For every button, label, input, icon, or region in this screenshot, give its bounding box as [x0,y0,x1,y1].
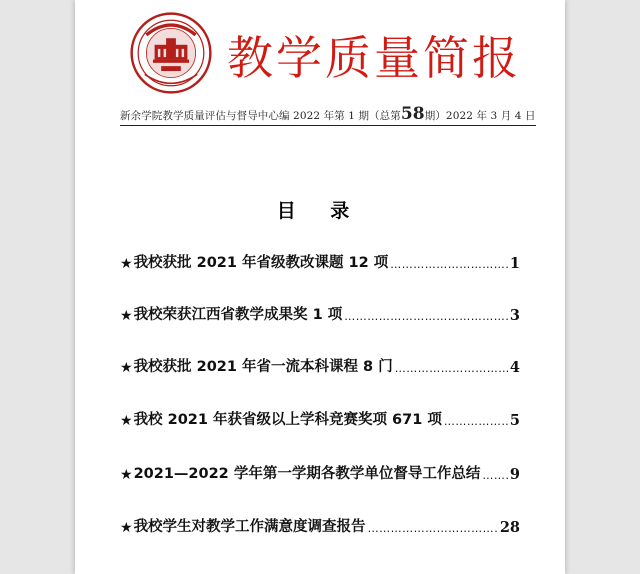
bulletin-title: 教学质量简报 [227,31,521,85]
star-icon: ★ [120,520,133,536]
issue-number: 58 [400,104,425,124]
toc-page-number: 5 [509,412,520,429]
university-seal-logo [130,12,212,94]
toc-page-number: 1 [509,255,520,272]
toc-leader-dots [482,469,508,483]
star-icon: ★ [120,413,133,429]
toc-title: 目 录 [276,200,364,222]
issue-prefix: 新余学院教学质量评估与督导中心编 2022 年第 1 期（总第 [120,110,401,122]
star-icon: ★ [120,360,133,376]
toc-page-number: 3 [509,307,520,324]
toc-leader-dots [444,415,508,429]
star-icon: ★ [120,467,133,483]
toc-page-number: 28 [499,519,520,536]
toc-item-text: 我校荣获江西省教学成果奖 1 项 [133,307,343,323]
toc-item[interactable] [120,512,520,536]
toc-leader-dots [344,310,508,324]
star-icon: ★ [120,308,133,324]
toc-item-text: 我校学生对教学工作满意度调查报告 [133,519,366,535]
toc-item-text: 我校获批 2021 年省一流本科课程 8 门 [133,359,393,375]
toc-item[interactable] [120,405,520,429]
toc-item-text: 2021—2022 学年第一学期各教学单位督导工作总结 [133,466,481,482]
issue-info-line [120,104,536,126]
document-page [75,0,565,574]
toc-item[interactable] [120,459,520,483]
toc-item[interactable] [120,300,520,324]
toc-item[interactable] [120,352,520,376]
toc-item[interactable] [120,248,520,272]
toc-leader-dots [368,522,498,536]
toc-page-number: 9 [509,466,520,483]
toc-item-text: 我校 2021 年获省级以上学科竞赛奖项 671 项 [133,412,442,428]
issue-suffix: 期）2022 年 3 月 4 日 [424,110,536,122]
star-icon: ★ [120,256,133,272]
toc-item-text: 我校获批 2021 年省级教改课题 12 项 [133,255,389,271]
toc-leader-dots [395,362,508,376]
toc-leader-dots [390,258,508,272]
toc-page-number: 4 [509,359,520,376]
